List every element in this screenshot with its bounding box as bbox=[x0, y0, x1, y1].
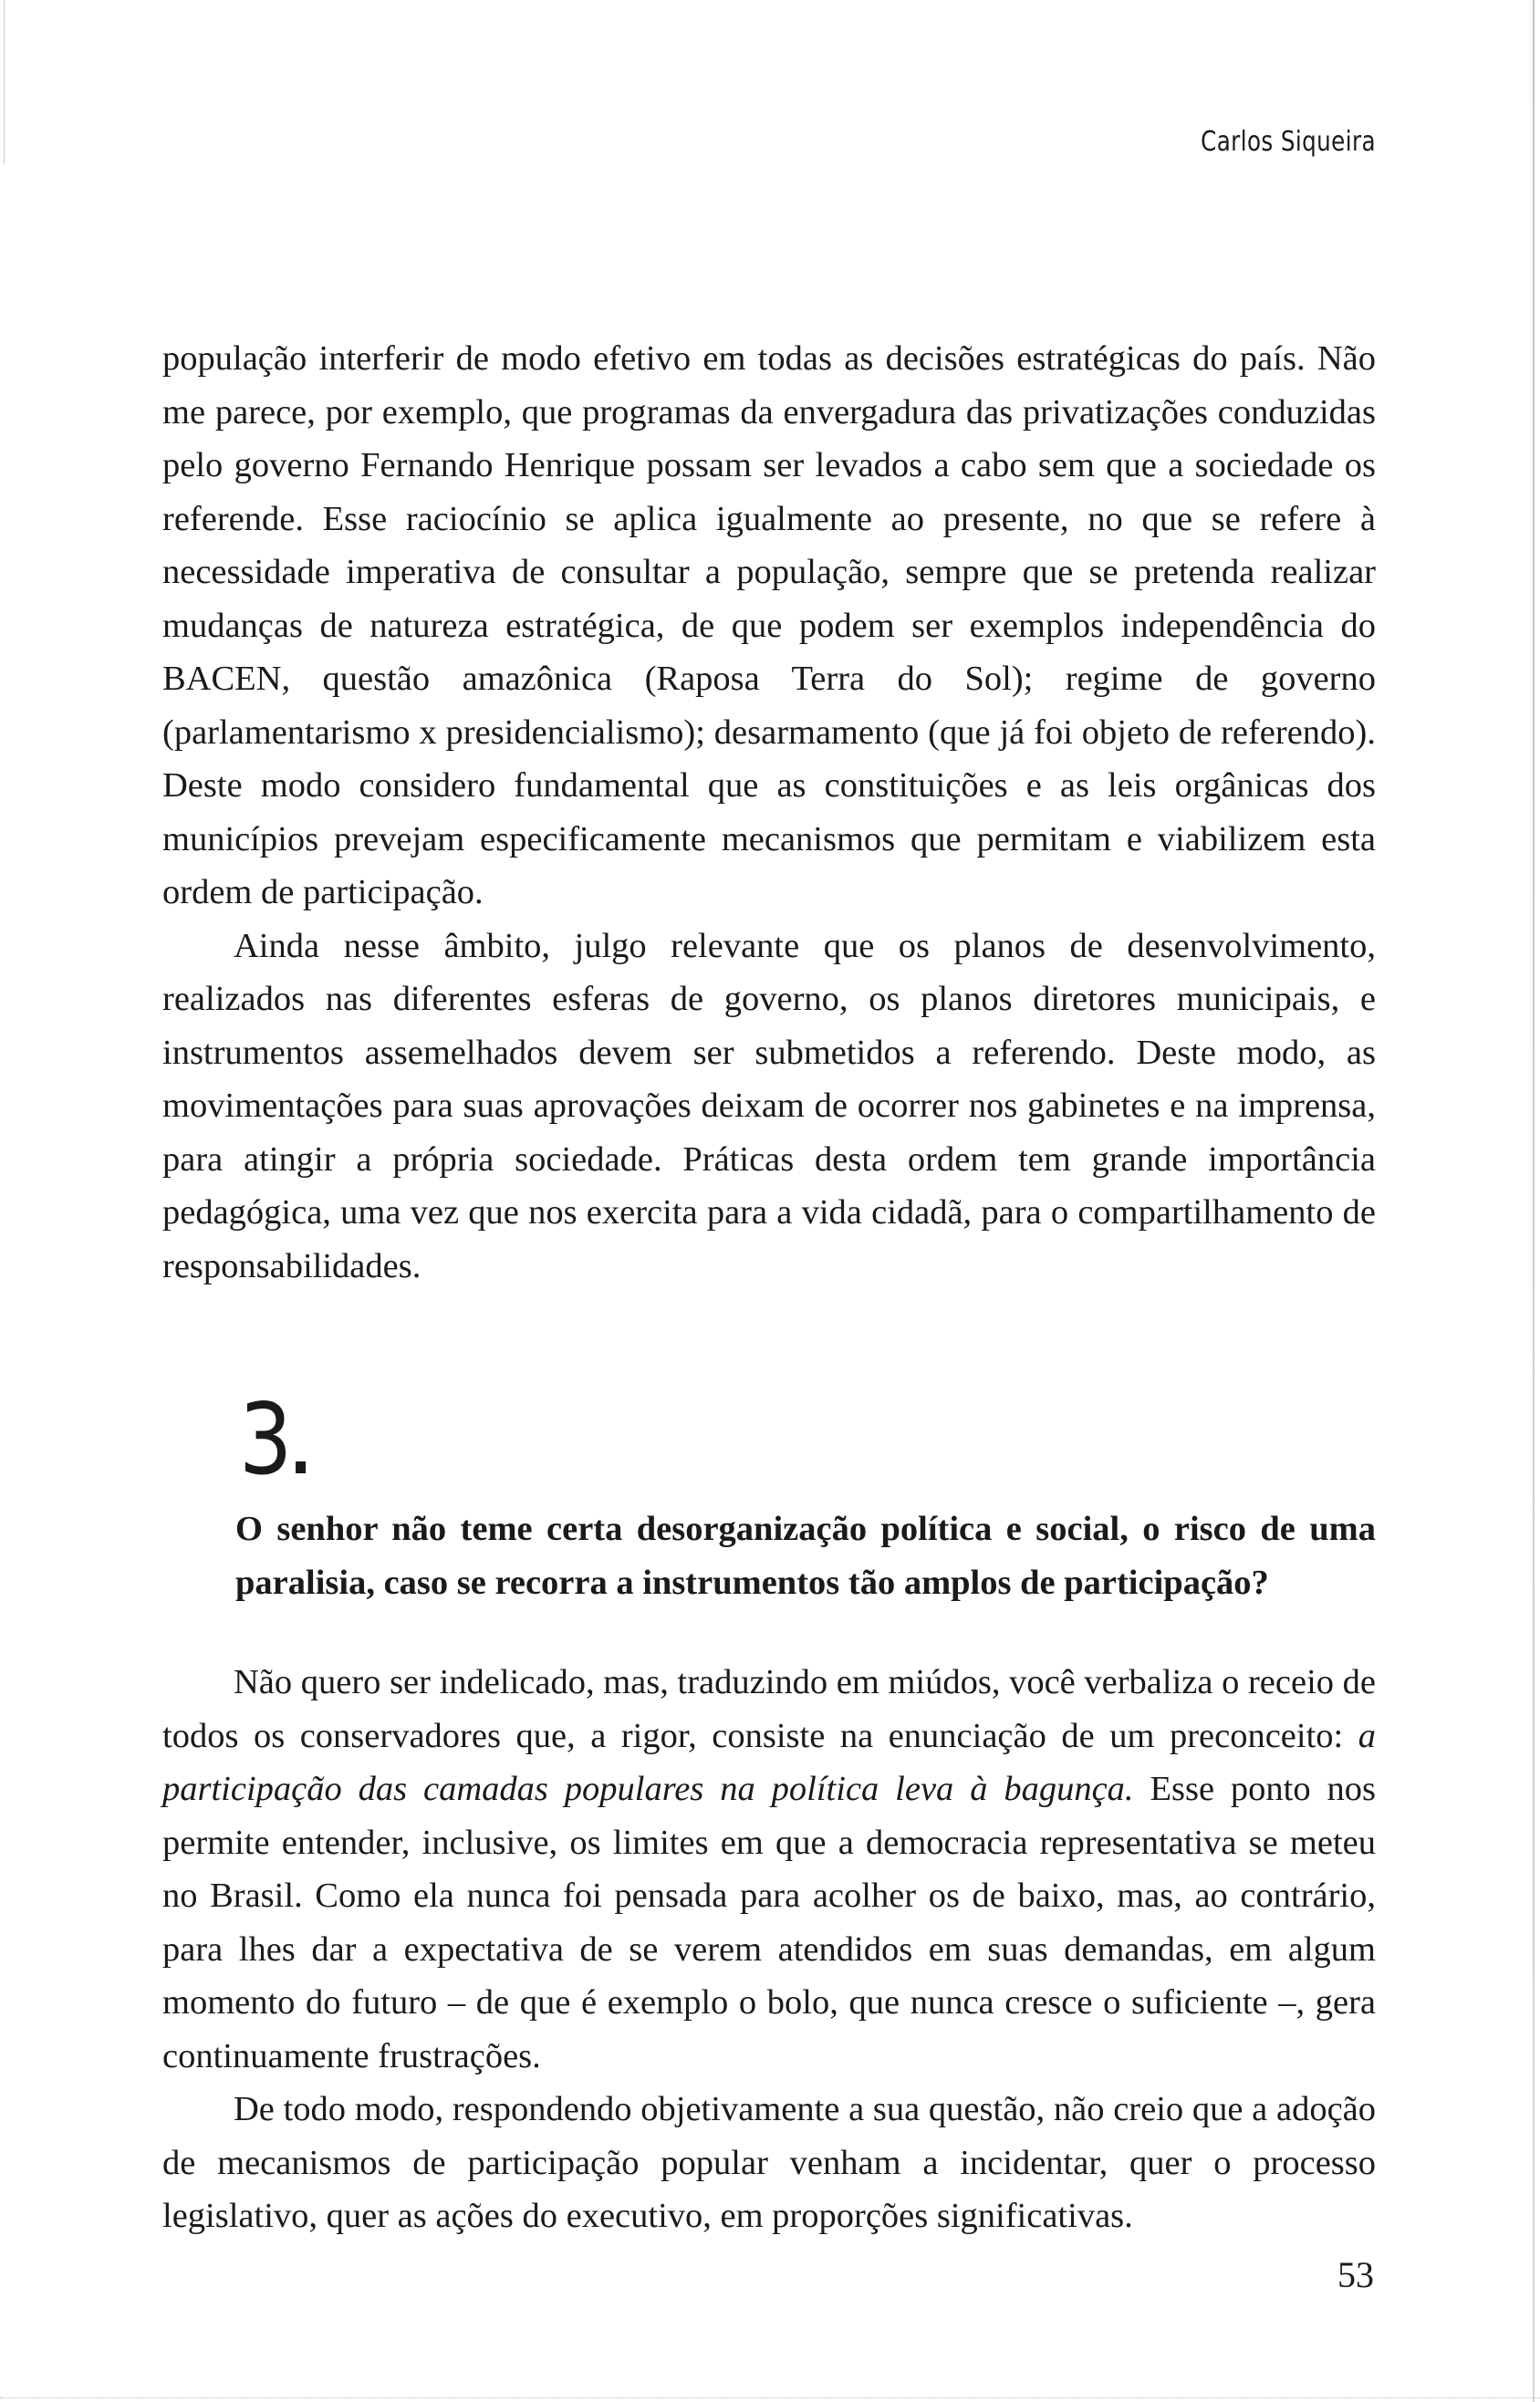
emphasized-phrase: a participação das camadas populares na política leva à bagunça. bbox=[162, 1716, 1376, 1808]
question-number: 3 bbox=[239, 1391, 306, 1490]
paragraph: De todo modo, respondendo objetivamente a sua questão, não creio que a adoção de mecanismos de participação popular venham a incidentar, quer o processo legislativo, quer as ações do executivo, em proporções significativas. bbox=[162, 2090, 1376, 2235]
scan-edge-left bbox=[4, 0, 5, 164]
paragraph: população interferir de modo efetivo em todas as decisões estratégicas do país. Não me parece, por exemplo, que programas da envergadura das privatizações conduzidas pelo governo Fernando Henrique possam ser levados a cabo sem que a sociedade os referende. Esse raciocínio se aplica igualmente ao presente, no que se refere à necessidade imperativa de consultar a população, sempre que se pretenda realizar mudanças de natureza estratégica, de que podem ser exemplos independência do BACEN, questão amazônica (Raposa Terra do Sol); regime de governo (parlamentarismo x presidencialismo); desarmamento (que já foi objeto de referendo). Deste modo considero fundamental que as constituições e as leis orgânicas dos municípios prevejam especificamente mecanismos que permitam e viabilizem esta ordem de participação. bbox=[162, 339, 1376, 911]
paragraph-rest: Esse ponto nos permite entender, inclusive, os limites em que a democracia representativa se meteu no Brasil. Como ela nunca foi pensada para acolher os de baixo, mas, ao contrário, para lhes dar a expectativa de se verem atendidos em suas demandas, em algum momento do futuro – de que é exemplo o bolo, que nunca cresce o suficiente –, gera continuamente frustrações. bbox=[162, 1770, 1377, 2075]
question-text: O senhor não teme certa desorganização política e social, o risco de uma paralisia, caso se recorra a instrumentos tão amplos de participação? bbox=[235, 1510, 1376, 1602]
paragraph-lead: Não quero ser indelicado, mas, traduzindo em miúdos, você verbaliza o receio de todos os conservadores que, a rigor, consiste na enunciação de um preconceito: bbox=[162, 1663, 1376, 1755]
question-number-dot bbox=[296, 1461, 306, 1473]
page-number: 53 bbox=[1337, 2254, 1374, 2295]
scan-edge-bottom bbox=[0, 2397, 1540, 2398]
paragraph bbox=[162, 1656, 1376, 2083]
paragraph: Ainda nesse âmbito, julgo relevante que os planos de desenvolvimento, realizados nas diferentes esferas de governo, os planos diretores municipais, e instrumentos assemelhados devem ser submetidos a referendo. Deste modo, as movimentações para suas aprovações deixam de ocorrer nos gabinetes e na imprensa, para atingir a própria sociedade. Práticas desta ordem tem grande importância pedagógica, uma vez que nos exercita para a vida cidadã, para o compartilhamento de responsabilidades. bbox=[162, 926, 1376, 1285]
answer-text bbox=[162, 1656, 1376, 2243]
scan-edge-right bbox=[1533, 0, 1535, 2402]
running-head: Carlos Siqueira bbox=[1201, 126, 1376, 158]
section-1-text bbox=[162, 332, 1376, 1293]
